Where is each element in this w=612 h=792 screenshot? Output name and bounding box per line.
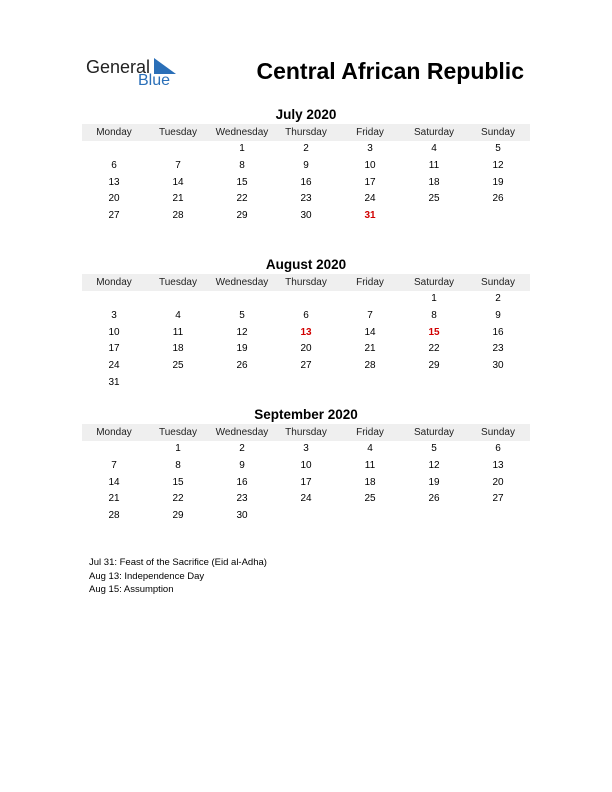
- date-cell: 1: [239, 143, 245, 154]
- date-cell: 3: [367, 143, 373, 154]
- date-cell: 16: [236, 476, 248, 488]
- date-cell: 25: [428, 193, 440, 205]
- date-cell: 23: [492, 343, 504, 355]
- date-cell: 19: [428, 476, 440, 488]
- date-cell: 5: [431, 443, 437, 454]
- empty-day-cell: [82, 441, 146, 458]
- weekday-label: Monday: [96, 277, 132, 288]
- week-row: [82, 208, 530, 225]
- week-row: [82, 358, 530, 375]
- empty-day-cell: [274, 508, 338, 525]
- holiday-list: [89, 556, 267, 597]
- month-title: August 2020: [265, 257, 347, 272]
- date-cell: 12: [492, 159, 504, 171]
- weekday-label: Thursday: [285, 427, 327, 438]
- date-cell: 11: [172, 326, 184, 338]
- weekday-label: Tuesday: [159, 277, 197, 288]
- date-cell: 23: [300, 193, 312, 205]
- date-cell: 7: [111, 459, 117, 471]
- date-cell: 12: [428, 459, 440, 471]
- empty-day-cell: [146, 141, 210, 158]
- holiday-item: Jul 31: Feast of the Sacrifice (Eid al-Adha): [89, 557, 267, 568]
- date-cell: 26: [428, 493, 440, 505]
- date-cell: 2: [303, 143, 309, 154]
- date-cell: 8: [431, 309, 437, 321]
- weekday-label: Saturday: [413, 127, 455, 138]
- weekday-label: Tuesday: [159, 127, 197, 138]
- empty-day-cell: [338, 375, 402, 392]
- date-cell: 9: [495, 309, 501, 321]
- country-title: Central African Republic: [256, 58, 524, 84]
- weekday-label: Friday: [356, 127, 384, 138]
- weekday-label: Wednesday: [215, 277, 269, 288]
- date-cell: 30: [492, 360, 504, 372]
- empty-day-cell: [82, 291, 146, 308]
- week-row: [82, 475, 530, 492]
- week-row: [82, 341, 530, 358]
- date-cell: 7: [175, 159, 181, 171]
- date-cell: 19: [236, 343, 248, 355]
- date-cell: 14: [364, 326, 376, 338]
- empty-day-cell: [82, 141, 146, 158]
- weekday-label: Thursday: [285, 127, 327, 138]
- empty-day-cell: [210, 375, 274, 392]
- empty-day-cell: [338, 508, 402, 525]
- week-row: [82, 291, 530, 308]
- date-cell: 15: [236, 176, 248, 188]
- date-cell: 22: [172, 493, 184, 505]
- date-cell: 10: [300, 459, 312, 471]
- holiday-date: 15: [428, 326, 440, 338]
- date-cell: 29: [236, 210, 248, 222]
- date-cell: 16: [492, 326, 504, 338]
- weekday-label: Sunday: [481, 427, 515, 438]
- date-cell: 20: [300, 343, 312, 355]
- date-cell: 2: [239, 443, 245, 454]
- date-cell: 11: [364, 459, 376, 471]
- date-cell: 7: [367, 309, 373, 321]
- date-cell: 24: [364, 193, 376, 205]
- date-cell: 21: [108, 493, 120, 505]
- date-cell: 30: [236, 510, 248, 522]
- date-cell: 9: [303, 159, 309, 171]
- empty-day-cell: [466, 208, 530, 225]
- date-cell: 27: [300, 360, 312, 372]
- date-cell: 20: [492, 476, 504, 488]
- date-cell: 17: [108, 343, 120, 355]
- date-cell: 9: [239, 459, 245, 471]
- date-cell: 31: [108, 376, 120, 388]
- weekday-label: Friday: [356, 427, 384, 438]
- weekday-label: Friday: [356, 277, 384, 288]
- date-cell: 20: [108, 193, 120, 205]
- week-row: [82, 325, 530, 342]
- holiday-date: 31: [364, 210, 376, 222]
- weekday-label: Monday: [96, 127, 132, 138]
- date-cell: 2: [495, 293, 501, 304]
- date-cell: 28: [108, 510, 120, 522]
- holiday-item: Aug 15: Assumption: [89, 584, 174, 595]
- date-cell: 1: [431, 293, 437, 304]
- date-cell: 14: [172, 176, 184, 188]
- generalblue-logo: [86, 55, 186, 95]
- empty-day-cell: [402, 208, 466, 225]
- date-cell: 12: [236, 326, 248, 338]
- date-cell: 27: [492, 493, 504, 505]
- date-cell: 27: [108, 210, 120, 222]
- date-cell: 6: [111, 159, 117, 171]
- weekday-label: Monday: [96, 427, 132, 438]
- empty-day-cell: [338, 291, 402, 308]
- date-cell: 21: [172, 193, 184, 205]
- week-row: [82, 441, 530, 458]
- date-cell: 18: [364, 476, 376, 488]
- weekday-label: Thursday: [285, 277, 327, 288]
- date-cell: 19: [492, 176, 504, 188]
- date-cell: 11: [428, 159, 440, 171]
- week-row: [82, 158, 530, 175]
- week-row: [82, 508, 530, 525]
- empty-day-cell: [466, 508, 530, 525]
- empty-day-cell: [402, 375, 466, 392]
- date-cell: 29: [172, 510, 184, 522]
- week-row: [82, 175, 530, 192]
- date-cell: 26: [236, 360, 248, 372]
- weekday-header-row: [82, 124, 530, 141]
- empty-day-cell: [466, 375, 530, 392]
- weekday-label: Tuesday: [159, 427, 197, 438]
- date-cell: 5: [495, 143, 501, 154]
- empty-day-cell: [146, 375, 210, 392]
- week-row: [82, 191, 530, 208]
- date-cell: 24: [108, 360, 120, 372]
- date-cell: 17: [364, 176, 376, 188]
- week-row: [82, 141, 530, 158]
- date-cell: 13: [108, 176, 120, 188]
- date-cell: 14: [108, 476, 120, 488]
- logo-blue-text: Blue: [138, 72, 171, 89]
- date-cell: 22: [428, 343, 440, 355]
- weekday-label: Saturday: [413, 277, 455, 288]
- date-cell: 5: [239, 309, 245, 321]
- date-cell: 3: [303, 443, 309, 454]
- month-title: September 2020: [254, 407, 358, 422]
- date-cell: 25: [172, 360, 184, 372]
- date-cell: 6: [303, 309, 309, 321]
- date-cell: 18: [172, 343, 184, 355]
- month-calendar-september: [82, 406, 530, 525]
- empty-day-cell: [274, 291, 338, 308]
- date-cell: 1: [175, 443, 181, 454]
- weekday-label: Wednesday: [215, 127, 269, 138]
- logo-general-text: General: [86, 57, 151, 77]
- holiday-date: 13: [300, 326, 312, 338]
- date-cell: 22: [236, 193, 248, 205]
- weekday-label: Sunday: [481, 127, 515, 138]
- date-cell: 15: [172, 476, 184, 488]
- date-cell: 4: [431, 143, 437, 154]
- empty-day-cell: [402, 508, 466, 525]
- date-cell: 18: [428, 176, 440, 188]
- date-cell: 28: [364, 360, 376, 372]
- month-calendar-july: [82, 106, 530, 225]
- date-cell: 24: [300, 493, 312, 505]
- week-row: [82, 491, 530, 508]
- date-cell: 17: [300, 476, 312, 488]
- date-cell: 23: [236, 493, 248, 505]
- weekday-label: Wednesday: [215, 427, 269, 438]
- date-cell: 4: [175, 309, 181, 321]
- empty-day-cell: [146, 291, 210, 308]
- date-cell: 10: [364, 159, 376, 171]
- date-cell: 30: [300, 210, 312, 222]
- month-calendar-august: [82, 256, 530, 392]
- weekday-header-row: [82, 424, 530, 441]
- empty-day-cell: [210, 291, 274, 308]
- weekday-label: Saturday: [413, 427, 455, 438]
- date-cell: 6: [495, 443, 501, 454]
- week-row: [82, 375, 530, 392]
- week-row: [82, 308, 530, 325]
- weekday-header-row: [82, 274, 530, 291]
- date-cell: 26: [492, 193, 504, 205]
- date-cell: 8: [175, 459, 181, 471]
- date-cell: 28: [172, 210, 184, 222]
- holiday-item: Aug 13: Independence Day: [89, 570, 205, 582]
- date-cell: 8: [239, 159, 245, 171]
- date-cell: 10: [108, 326, 120, 338]
- date-cell: 16: [300, 176, 312, 188]
- date-cell: 29: [428, 360, 440, 372]
- date-cell: 13: [492, 459, 504, 471]
- date-cell: 4: [367, 443, 373, 454]
- date-cell: 25: [364, 493, 376, 505]
- date-cell: 3: [111, 309, 117, 321]
- weekday-label: Sunday: [481, 277, 515, 288]
- date-cell: 21: [364, 343, 376, 355]
- month-title: July 2020: [275, 107, 337, 122]
- empty-day-cell: [274, 375, 338, 392]
- week-row: [82, 458, 530, 475]
